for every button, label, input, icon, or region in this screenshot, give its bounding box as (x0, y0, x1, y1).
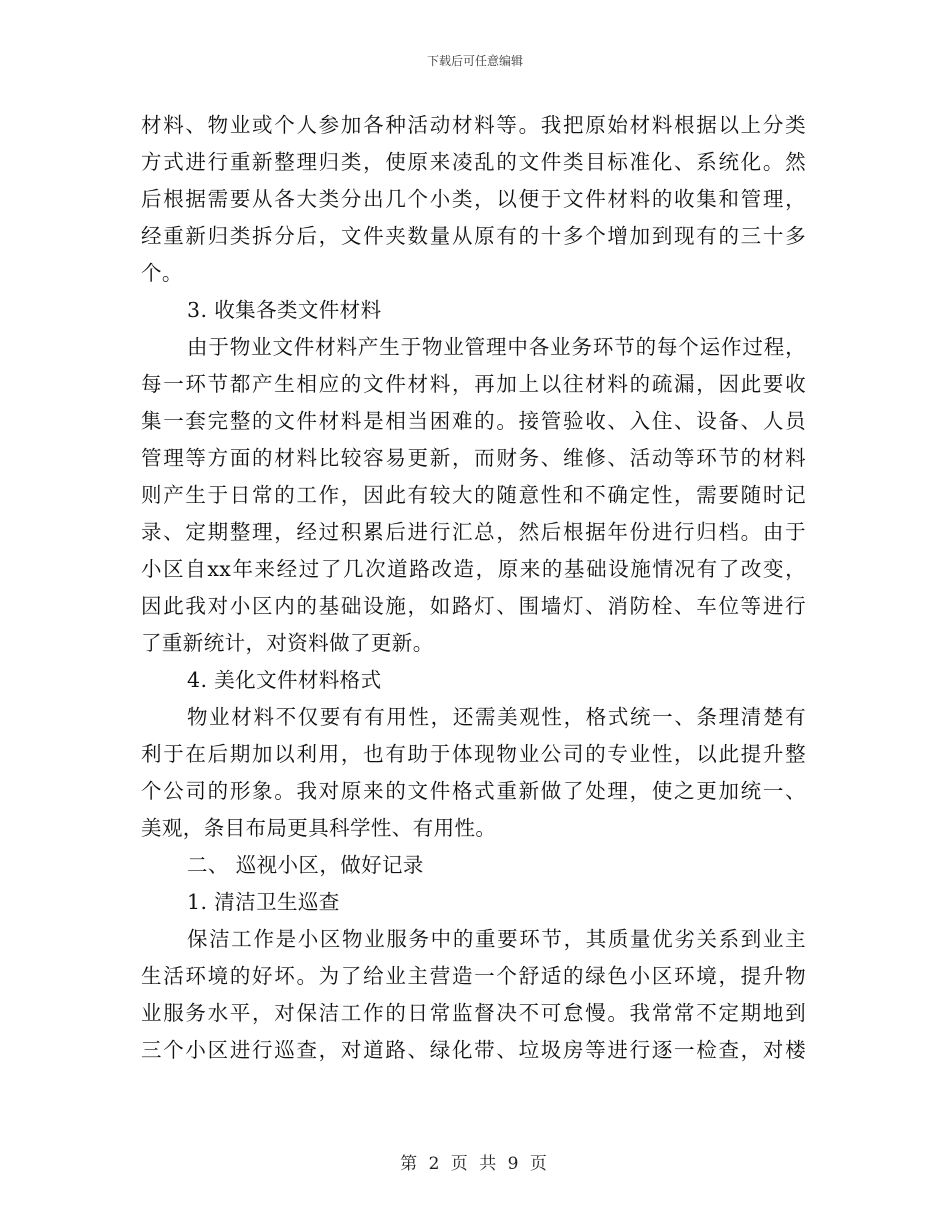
body-line: 经重新归类拆分后，文件夹数量从原有的十多个增加到现有的三十多 (141, 224, 806, 248)
body-line: 因此我对小区内的基础设施，如路灯、围墙灯、消防栓、车位等进行 (141, 594, 806, 618)
body-line: 材料、物业或个人参加各种活动材料等。我把原始材料根据以上分类 (141, 113, 806, 137)
section-heading: 1. 清洁卫生巡查 (187, 890, 340, 914)
body-line: 个公司的形象。我对原来的文件格式重新做了处理，使之更加统一、 (141, 779, 806, 803)
body-line: 管理等方面的材料比较容易更新，而财务、维修、活动等环节的材料 (141, 446, 806, 470)
document-body (141, 107, 806, 1069)
body-line: 则产生于日常的工作，因此有较大的随意性和不确定性，需要随时记 (141, 483, 806, 507)
chapter-heading: 二、 巡视小区，做好记录 (187, 853, 424, 877)
body-line: 生活环境的好坏。为了给业主营造一个舒适的绿色小区环境，提升物 (141, 964, 806, 988)
page-number: 第 2 页 共 9 页 (400, 1154, 550, 1174)
body-line: 每一环节都产生相应的文件材料，再加上以往材料的疏漏，因此要收 (141, 372, 806, 396)
body-line: 录、定期整理，经过积累后进行汇总，然后根据年份进行归档。由于 (141, 520, 806, 544)
body-line: 三个小区进行巡查，对道路、绿化带、垃圾房等进行逐一检查，对楼 (141, 1038, 806, 1062)
body-line: 集一套完整的文件材料是相当困难的。接管验收、入住、设备、人员 (141, 409, 806, 433)
body-line: 了重新统计，对资料做了更新。 (141, 631, 434, 655)
body-line: 物业材料不仅要有有用性，还需美观性，格式统一、条理清楚有 (187, 705, 806, 729)
body-line: 业服务水平，对保洁工作的日常监督决不可怠慢。我常常不定期地到 (141, 1001, 806, 1025)
body-line: 美观，条目布局更具科学性、有用性。 (141, 816, 497, 840)
body-line: 保洁工作是小区物业服务中的重要环节，其质量优劣关系到业主 (187, 927, 806, 951)
body-line: 后根据需要从各大类分出几个小类，以便于文件材料的收集和管理， (141, 187, 806, 211)
body-line: 由于物业文件材料产生于物业管理中各业务环节的每个运作过程， (187, 335, 806, 359)
section-heading: 4. 美化文件材料格式 (187, 668, 382, 692)
body-line: 利于在后期加以利用，也有助于体现物业公司的专业性，以此提升整 (141, 742, 806, 766)
section-heading: 3. 收集各类文件材料 (187, 298, 382, 322)
body-line: 方式进行重新整理归类，使原来凌乱的文件类目标准化、系统化。然 (141, 150, 806, 174)
page-header-note: 下载后可任意编辑 (426, 54, 523, 68)
body-line: 小区自xx年来经过了几次道路改造，原来的基础设施情况有了改变， (141, 557, 806, 581)
body-line: 个。 (141, 261, 183, 285)
